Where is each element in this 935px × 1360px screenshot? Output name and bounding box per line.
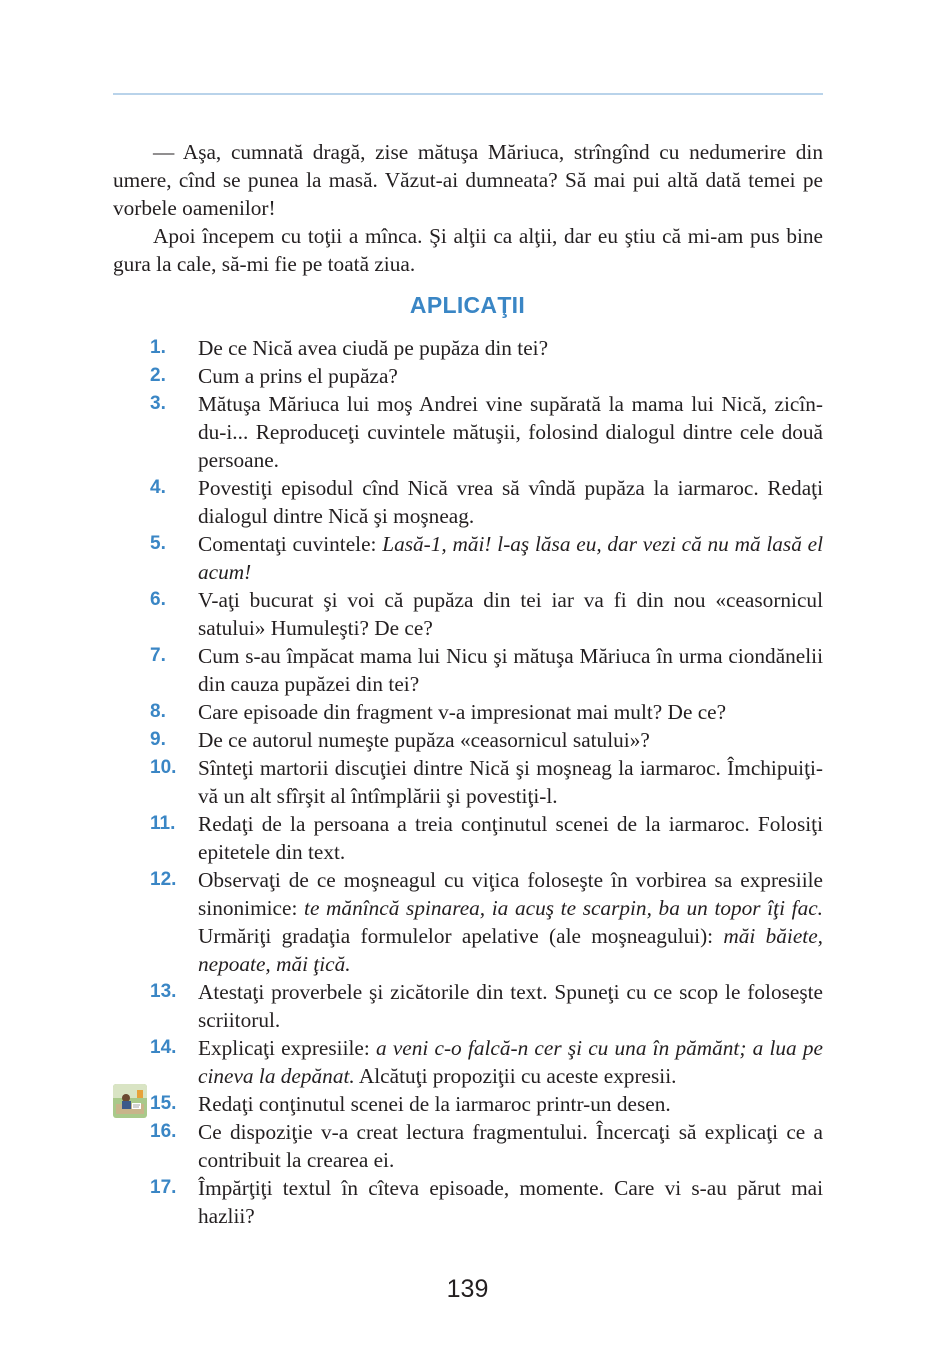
question-text	[198, 1174, 823, 1230]
question-text-run: Redaţi conţinutul scenei de la iarmaroc printr-un desen.	[198, 1092, 671, 1116]
question-text-run: Urmăriţi gradaţia formulelor apelative (ale moşneagului):	[198, 924, 724, 948]
page-number: 139	[446, 1275, 489, 1303]
question-text	[198, 586, 823, 642]
question-text-run: Împărţiţi textul în cîteva episoade, momente. Care vi s-au părut mai hazlii?	[198, 1176, 823, 1228]
question-quote: te mănîncă spinarea, ia acuş te scarpin, ba un topor îţi fac.	[304, 896, 823, 920]
question-text	[198, 474, 823, 530]
question-text-run: Mătuşa Măriuca lui moş Andrei vine supărată la mama lui Nică, zicîn-du-i... Reproduceţi cuvintele mătuşii, folosind dialogul dintre cele două persoane.	[198, 392, 823, 472]
question-text-run: V-aţi bucurat şi voi că pupăza din tei iar va fi din nou «ceasornicul satului» Humuleşti? De ce?	[198, 588, 823, 640]
question-text	[198, 866, 823, 978]
question-text-run: Observaţi de ce moşneagul cu viţica foloseşte în vorbirea sa expresiile sinonimice:	[198, 868, 823, 920]
question-item	[150, 866, 823, 978]
section-heading: APLICAŢII	[409, 292, 526, 318]
question-text	[198, 1090, 823, 1118]
question-number: 4.	[150, 477, 166, 498]
question-number: 2.	[150, 365, 166, 386]
question-text	[198, 978, 823, 1034]
question-item	[150, 1174, 823, 1230]
question-text-run: Cum a prins el pupăza?	[198, 364, 398, 388]
question-number: 8.	[150, 701, 166, 722]
question-item	[150, 1090, 823, 1118]
question-text	[198, 698, 823, 726]
question-text-run: Ce dispoziţie v-a creat lectura fragmentului. Încercaţi să explicaţi ce a contribuit la crearea ei.	[198, 1120, 823, 1172]
question-text-run: Redaţi de la persoana a treia conţinutul scenei de la iarmaroc. Folosiţi epitetele din text.	[198, 812, 823, 864]
question-text	[198, 362, 823, 390]
question-text-run: Povestiţi episodul cînd Nică vrea să vîndă pupăza la iarmaroc. Redaţi dialogul dintre Nică şi moşneag.	[198, 476, 823, 528]
question-text	[198, 726, 823, 754]
question-item	[150, 586, 823, 642]
question-text	[198, 530, 823, 586]
question-number: 17.	[150, 1177, 177, 1198]
question-text	[198, 754, 823, 810]
question-number: 9.	[150, 729, 166, 750]
question-number: 16.	[150, 1121, 177, 1142]
question-text-run: Sînteţi martorii discuţiei dintre Nică şi moşneag la iarmaroc. Îmchipuiţi-vă un alt sfîrşit al întîmplării şi povestiţi-l.	[198, 756, 823, 808]
question-text-run: De ce Nică avea ciudă pe pupăza din tei?	[198, 336, 549, 360]
question-text	[198, 390, 823, 474]
question-number: 15.	[150, 1093, 177, 1114]
question-text-run: Cum s-au împăcat mama lui Nicu şi mătuşa Măriuca în urma ciondănelii din cauza pupăzei din tei?	[198, 644, 823, 696]
question-quote: măi băiete, nepoate, măi ţică.	[198, 924, 823, 976]
question-text-run: Atestaţi proverbele şi zicătorile din text. Spuneţi cu ce scop le foloseşte scriitorul.	[198, 980, 823, 1032]
question-item	[150, 754, 823, 810]
questions-list	[150, 334, 823, 1230]
question-quote: a veni c-o falcă-n cer şi cu una în pămănt; a lua pe cineva la depănat.	[198, 1036, 823, 1088]
question-number: 12.	[150, 869, 177, 890]
intro-paragraph-1: — Aşa, cumnată dragă, zise mătuşa Măriuca, strîngînd cu nedumerire din umere, cînd se punea la masă. Văzut-ai dumneata? Să mai pui altă dată temei pe vorbele oamenilor!	[113, 140, 823, 220]
question-text	[198, 810, 823, 866]
question-number: 13.	[150, 981, 177, 1002]
header-rule	[113, 93, 823, 95]
question-text-run: De ce autorul numeşte pupăza «ceasornicul satului»?	[198, 728, 650, 752]
drawing-picture-icon	[113, 1084, 147, 1118]
question-item	[150, 530, 823, 586]
question-item	[150, 978, 823, 1034]
question-item	[150, 698, 823, 726]
question-item	[150, 474, 823, 530]
question-text	[198, 1118, 823, 1174]
question-text-run: Explicaţi expresiile:	[198, 1036, 376, 1060]
question-item	[150, 726, 823, 754]
question-item	[150, 642, 823, 698]
question-number: 1.	[150, 337, 166, 358]
question-text-run: Comentaţi cuvintele:	[198, 532, 383, 556]
question-item	[150, 334, 823, 362]
question-text-run: Alcătuţi propoziţii cu aceste expresii.	[354, 1064, 677, 1088]
question-item	[150, 1034, 823, 1090]
question-item	[150, 390, 823, 474]
question-number: 11.	[150, 813, 176, 834]
question-number: 6.	[150, 589, 166, 610]
question-text	[198, 1034, 823, 1090]
question-number: 10.	[150, 757, 177, 778]
question-number: 3.	[150, 393, 166, 414]
question-number: 7.	[150, 645, 166, 666]
intro-paragraph-2: Apoi începem cu toţii a mînca. Şi alţii ca alţii, dar eu ştiu că mi-am pus bine gura la cale, să-mi fie pe toată ziua.	[113, 224, 823, 276]
question-item	[150, 1118, 823, 1174]
question-number: 5.	[150, 533, 166, 554]
question-item	[150, 810, 823, 866]
question-quote: Lasă-1, măi! l-aş lăsa eu, dar vezi că nu mă lasă el acum!	[198, 532, 823, 584]
question-text	[198, 334, 823, 362]
question-text	[198, 642, 823, 698]
question-text-run: Care episoade din fragment v-a impresionat mai mult? De ce?	[198, 700, 727, 724]
intro-text	[113, 138, 823, 278]
question-number: 14.	[150, 1037, 177, 1058]
question-item	[150, 362, 823, 390]
